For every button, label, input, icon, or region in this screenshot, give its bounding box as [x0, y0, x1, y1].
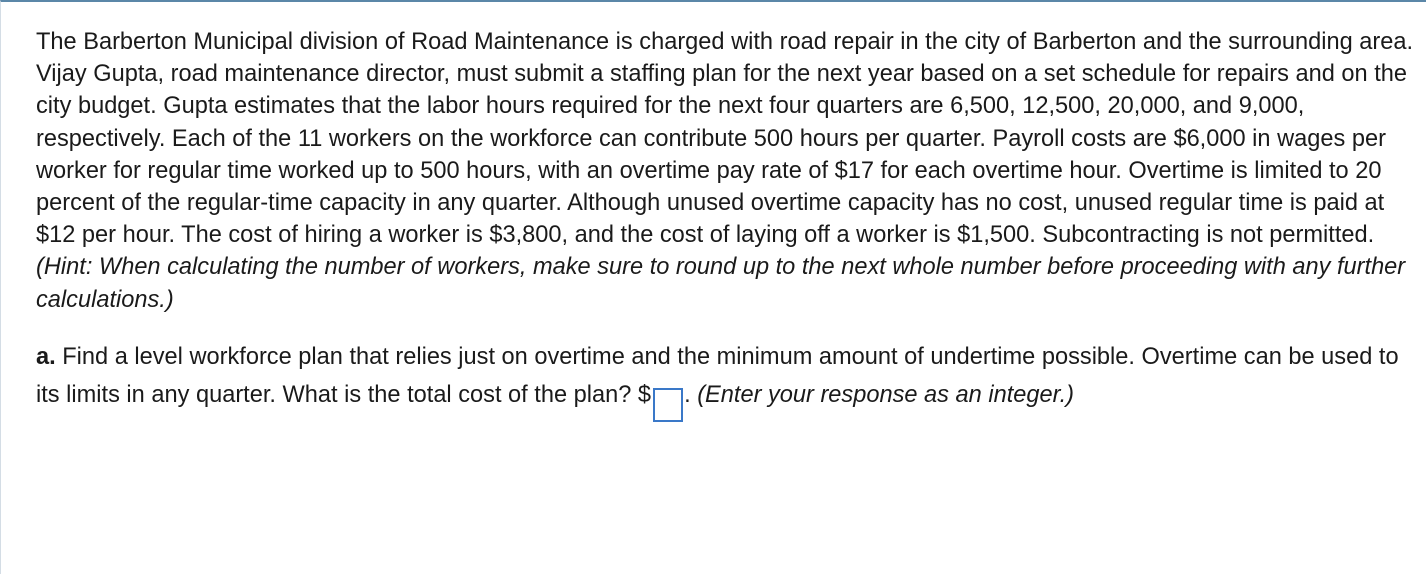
problem-statement [36, 26, 1421, 316]
part-a-question-text: Find a level workforce plan that relies just on overtime and the minimum amount of undertime possible. Overtime can be used to its limits in any quarter. What is the total cost of the plan? $ [36, 343, 1399, 408]
hint-text: (Hint: When calculating the number of workers, make sure to round up to the next whole number before proceeding with any further calculations.) [36, 254, 1406, 313]
part-a-question [36, 338, 1421, 423]
part-a-label: a. [36, 343, 56, 370]
question-content [36, 26, 1421, 422]
answer-trailing-period: . [684, 381, 691, 408]
problem-text: The Barberton Municipal division of Road Maintenance is charged with road repair in the city of Barberton and the surrounding area. Vijay Gupta, road maintenance director, must submit a staffing plan for the next year based on a set schedule for repairs and on the city budget. Gupta estimates that the labor hours required for the next four quarters are 6,500, 12,500, 20,000, and 9,000, respectively. Each of the 11 workers on the workforce can contribute 500 hours per quarter. Payroll costs are $6,000 in wages per worker for regular time worked up to 500 hours, with an overtime pay rate of $17 for each overtime hour. Overtime is limited to 20 percent of the regular-time capacity in any quarter. Although unused overtime capacity has no cost, unused regular time is paid at $12 per hour. The cost of hiring a worker is $3,800, and the cost of laying off a worker is $1,500. Subcontracting is not permitted. [36, 29, 1414, 249]
total-cost-answer-input[interactable] [653, 388, 683, 422]
response-instruction: (Enter your response as an integer.) [697, 381, 1075, 408]
